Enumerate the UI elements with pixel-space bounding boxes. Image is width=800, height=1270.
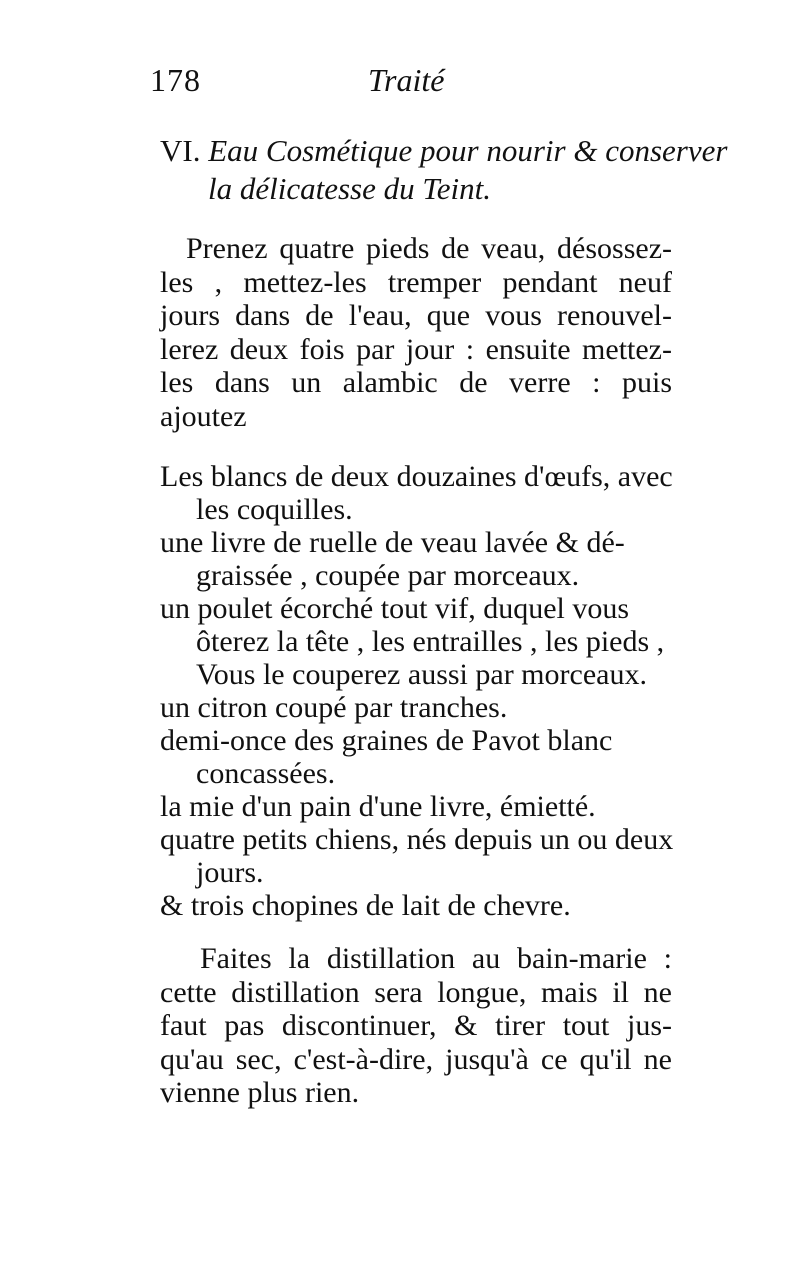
ingredient-item bbox=[160, 823, 672, 889]
ingredient-item bbox=[160, 691, 672, 724]
ingredient-line: graissée , coupée par morceaux. bbox=[196, 559, 580, 592]
paragraph-line: vienne plus rien. bbox=[160, 1076, 360, 1110]
paragraph-line: les , mettez-les tremper pendant neuf bbox=[160, 265, 672, 299]
section-title bbox=[160, 132, 728, 208]
ingredient-line: Vous le couperez aussi par morceaux. bbox=[196, 658, 647, 691]
ingredient-line: Les blancs de deux douzaines d'œufs, avec bbox=[160, 460, 673, 493]
ingredient-line: un citron coupé par tranches. bbox=[160, 691, 508, 724]
ingredient-line: les coquilles. bbox=[196, 493, 353, 526]
intro-paragraph bbox=[160, 232, 672, 434]
paragraph-line: Prenez quatre pieds de veau, désossez- bbox=[186, 232, 672, 265]
closing-paragraph bbox=[160, 942, 672, 1110]
ingredient-line: quatre petits chiens, nés depuis un ou deux bbox=[160, 823, 674, 856]
paragraph-line: Faites la distillation au bain-marie : bbox=[200, 942, 672, 975]
paragraph-line: qu'au sec, c'est-à-dire, jusqu'à ce qu'il ne bbox=[160, 1042, 672, 1076]
ingredient-line: la mie d'un pain d'une livre, émietté. bbox=[160, 790, 596, 823]
ingredient-line: concassées. bbox=[196, 757, 336, 790]
ingredient-line: & trois chopines de lait de chevre. bbox=[160, 889, 571, 922]
section-title-text-1: Eau Cosmétique pour nourir & conserver bbox=[208, 133, 728, 168]
paragraph-line: ajoutez bbox=[160, 399, 247, 433]
section-number: VI. bbox=[160, 133, 201, 168]
ingredient-item bbox=[160, 790, 672, 823]
ingredient-item bbox=[160, 889, 672, 922]
paragraph-line: lerez deux fois par jour : ensuite mettez- bbox=[160, 332, 672, 366]
ingredient-item bbox=[160, 724, 672, 790]
section-title-line-2: la délicatesse du Teint. bbox=[208, 171, 491, 206]
page-header bbox=[150, 62, 670, 112]
ingredient-line: ôterez la tête , les entrailles , les pieds , bbox=[196, 625, 665, 658]
paragraph-line: les dans un alambic de verre : puis bbox=[160, 366, 672, 400]
ingredient-line: jours. bbox=[196, 856, 264, 889]
ingredient-item bbox=[160, 460, 672, 526]
page-number: 178 bbox=[150, 62, 201, 98]
ingredient-line: un poulet écorché tout vif, duquel vous bbox=[160, 592, 630, 625]
section-title-line-1 bbox=[160, 132, 728, 170]
paragraph-line: jours dans de l'eau, que vous renouvel- bbox=[160, 299, 672, 333]
paragraph-line: faut pas discontinuer, & tirer tout jus- bbox=[160, 1009, 672, 1043]
running-head: Traité bbox=[368, 62, 445, 98]
ingredient-line: une livre de ruelle de veau lavée & dé- bbox=[160, 526, 625, 559]
ingredient-item bbox=[160, 526, 672, 592]
ingredient-list bbox=[160, 460, 672, 922]
ingredient-item bbox=[160, 592, 672, 691]
ingredient-line: demi-once des graines de Pavot blanc bbox=[160, 724, 613, 757]
paragraph-line: cette distillation sera longue, mais il ne bbox=[160, 975, 672, 1009]
